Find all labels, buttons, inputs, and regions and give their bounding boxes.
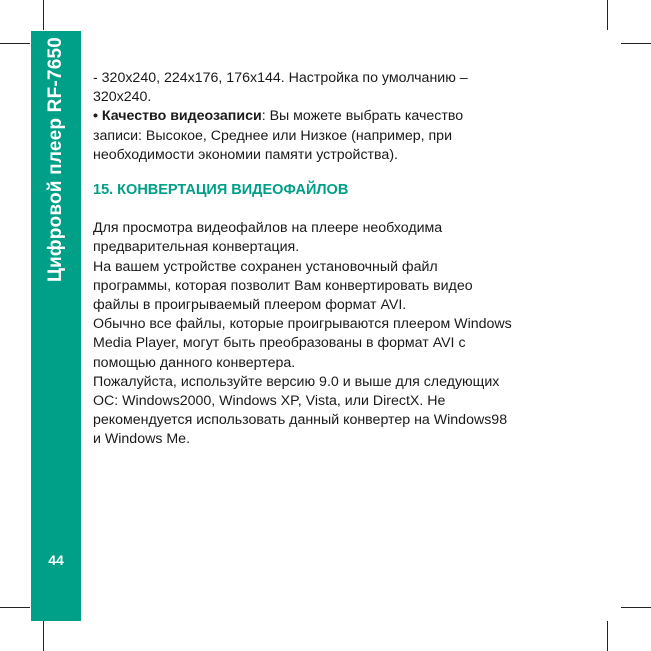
quality-description: : Вы можете выбрать качество записи: Высокое, Среднее или Низкое (например, при необходимости экономии памяти устройства).	[93, 108, 464, 163]
crop-mark-left-bottom	[0, 607, 30, 608]
crop-mark-top-left	[43, 0, 44, 30]
body-paragraph: На вашем устройстве сохранен установочный файл программы, которая позволит Вам конвертировать видео файлы в проигрываемый плеером формат AVI.	[93, 258, 473, 314]
body-paragraph: Пожалуйста, используйте версию 9.0 и выше для следующих ОС: Windows2000, Windows XP, Vista, или DirectX. Не рекомендуется использовать данный конвертер на Windows98 и Windows Me.	[93, 373, 508, 448]
crop-mark-bottom-left	[43, 621, 44, 651]
crop-mark-right-top	[621, 43, 651, 44]
quality-term: • Качество видеозаписи	[93, 108, 262, 125]
crop-mark-top-right	[607, 0, 608, 30]
crop-mark-left-top	[0, 43, 30, 44]
crop-mark-right-bottom	[621, 607, 651, 608]
sidebar-title: Цифровой плеер RF-7650	[45, 37, 66, 283]
body-paragraph: Обычно все файлы, которые проигрываются плеером Windows Media Player, могут быть преобразованы в формат AVI с помощью данного конвертера.	[93, 316, 512, 371]
section-heading: 15. КОНВЕРТАЦИЯ ВИДЕОФАЙЛОВ	[93, 182, 349, 199]
crop-mark-bottom-right	[607, 621, 608, 651]
page-content	[93, 69, 593, 450]
sidebar	[31, 31, 81, 621]
resolution-paragraph: - 320x240, 224x176, 176x144. Настройка по умолчанию – 320x240.	[93, 70, 468, 106]
quality-paragraph	[93, 107, 593, 165]
page-number: 44	[48, 552, 64, 568]
body-paragraph: Для просмотра видеофайлов на плеере необходима предварительная конвертация.	[93, 220, 443, 256]
